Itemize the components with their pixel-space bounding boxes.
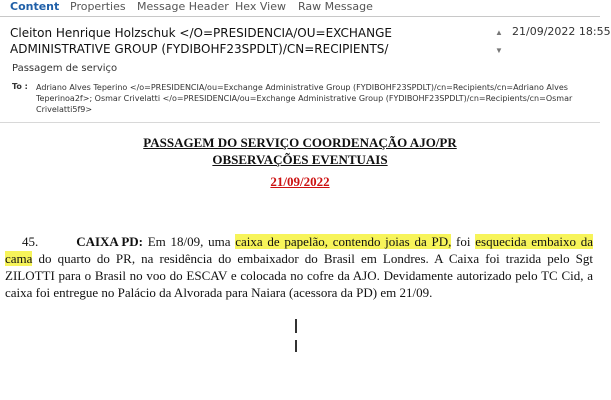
text-cursor-upper: [295, 319, 297, 333]
tab-properties[interactable]: Properties: [70, 0, 126, 13]
message-body: [0, 123, 600, 400]
tab-raw-message[interactable]: Raw Message: [298, 0, 373, 13]
document-date: 21/09/2022: [270, 174, 330, 189]
title-line-1: PASSAGEM DO SERVIÇO COORDENAÇÃO AJO/PR: [143, 135, 457, 150]
title-line-2: OBSERVAÇÕES EVENTUAIS: [212, 152, 388, 167]
tab-message-header[interactable]: Message Header: [137, 0, 229, 13]
document-subtitle: [0, 152, 600, 168]
paragraph-heading: CAIXA PD:: [76, 234, 143, 249]
highlight-esquecida-cama: esquecida embaixo da cama: [5, 234, 593, 266]
tab-content[interactable]: Content: [10, 0, 59, 18]
recipients: Adriano Alves Teperino </o=PRESIDENCIA/ou=Exchange Administrative Group (FYDIBOHF23SPDLT)/cn=Recipients/cn=Adriano Alves Teperinoa2f>; Osmar Crivelatti </o=PRESIDENCIA/ou=Exchange Administrative Group (FYDIBOHF23SPDLT)/cn=Recipients/cn=Osmar Crivelatti5f9>: [36, 83, 573, 114]
paragraph-number: 45.: [22, 234, 39, 249]
scroll-up-icon[interactable]: ▲: [495, 28, 503, 37]
highlight-caixa-joias: caixa de papelão, contendo joias da PD,: [235, 234, 452, 249]
message-header: [0, 17, 611, 122]
tab-bar: [0, 0, 600, 16]
paragraph-text-1: Em 18/09, uma: [143, 234, 236, 249]
tab-hex-view[interactable]: Hex View: [235, 0, 286, 13]
subject: Passagem de serviço: [12, 63, 118, 74]
to-label: To :: [12, 82, 28, 91]
sent-date: 21/09/2022 18:55: [512, 25, 611, 38]
scroll-down-icon[interactable]: ▼: [495, 46, 503, 55]
document-title: [0, 135, 600, 151]
paragraph-45: [5, 233, 593, 301]
sender: Cleiton Henrique Holzschuk </O=PRESIDENCIA/OU=EXCHANGE ADMINISTRATIVE GROUP (FYDIBOHF23SPDLT)/CN=RECIPIENTS/: [10, 26, 392, 56]
paragraph-text-2: foi: [451, 234, 476, 249]
paragraph-text-3: do quarto do PR, na residência do embaixador do Brasil em Londres. A Caixa foi trazida pelo Sgt ZILOTTI para o Brasil no voo do ESCAV e colocada no cofre da AJO. Devidamente autorizado pelo TC Cid, a caixa foi entregue no Palácio da Alvorada para Naiara (acessora da PD) em 21/09.: [5, 251, 593, 300]
text-cursor-lower: [295, 340, 297, 352]
document-date-line: [0, 174, 600, 190]
